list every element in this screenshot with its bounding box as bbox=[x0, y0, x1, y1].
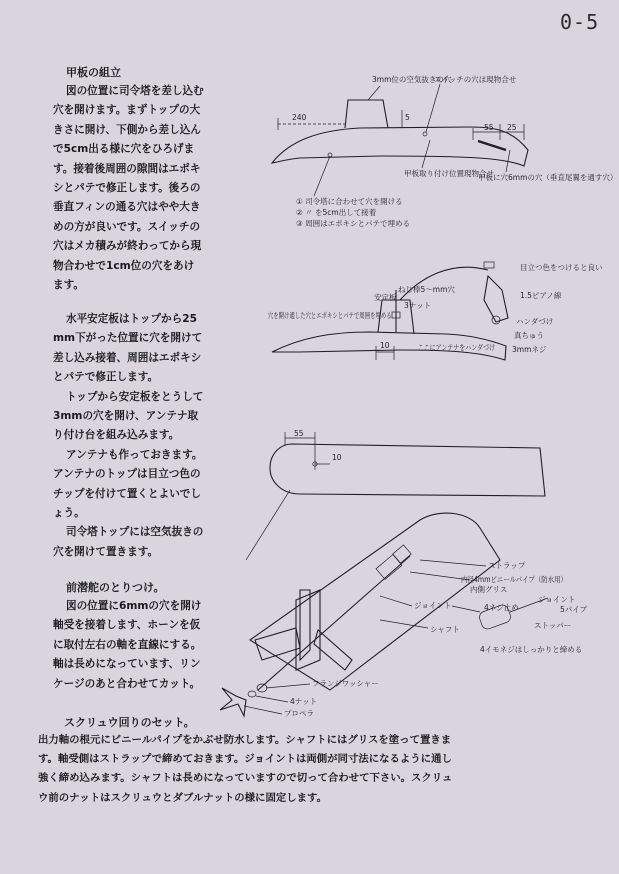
deck-heading: 甲板の組立 bbox=[66, 66, 121, 79]
fig1-dim-55: 55 bbox=[484, 123, 494, 132]
fig4-tighten: 4イモネジはしっかりと締める bbox=[480, 645, 583, 654]
text-line: アンテナのトップは目立つ色の bbox=[53, 468, 201, 481]
text-line: ウ前のナットはスクリュウとダブルナットの様に固定します。 bbox=[38, 791, 327, 804]
text-line: 出力軸の根元にビニールパイプをかぶせ防水します。シャフトにはグリスを塗って置きま bbox=[38, 734, 452, 746]
fig4-fixing: 4ネジ止め bbox=[484, 603, 519, 612]
fig4-nut4: 4ナット bbox=[290, 697, 318, 706]
fig1-note-2: ② 〃 を5cm出して接着 bbox=[296, 208, 377, 217]
text-line: 図の位置に司令塔を差し込む bbox=[66, 85, 204, 97]
text-line: とパテで修正します。 bbox=[53, 371, 159, 384]
fig4-pipe: 5パイプ bbox=[560, 605, 588, 614]
fig2-nut: 3ナット bbox=[404, 301, 432, 310]
fig1-tower-pos-label: 甲板取り付け位置現物合せ bbox=[404, 169, 494, 178]
page-number: 0-5 bbox=[560, 10, 600, 34]
fig4-joint-top: ジョイント bbox=[414, 601, 452, 610]
fig2-color-tip: 目立つ色をつけると良い bbox=[520, 263, 603, 272]
text-line: 司令塔トップには空気抜きの bbox=[66, 526, 204, 539]
text-line: 3mmの穴を開け、アンテナ取 bbox=[53, 410, 199, 423]
fig2-epoxy: 安定板 bbox=[374, 293, 397, 302]
fig1-air-hole-label: 3mm位の空気抜きの穴 bbox=[372, 75, 452, 84]
stabilizer-drawing bbox=[246, 429, 545, 560]
fig4-propeller: プロペラ bbox=[284, 709, 314, 718]
text-line: トップから安定板をとうして bbox=[66, 390, 204, 403]
text-line: 軸受を接着します、ホーンを仮 bbox=[53, 619, 201, 632]
fig2-brass: 真ちゅう bbox=[514, 331, 544, 340]
text-line: ケージのあと合わせてカット。 bbox=[53, 677, 201, 690]
text-line: す。接着後周囲の隙間はエポキ bbox=[53, 162, 201, 175]
screw-heading: スクリュウ回りのセット。 bbox=[64, 716, 195, 729]
text-line: 図の位置に6mmの穴を開け bbox=[66, 600, 202, 612]
text-line: す。軸受側はストラップで締めておきます。ジョイントは両側が同寸法になるように通し bbox=[38, 753, 452, 766]
fig2-piano-wire: 1.5ピアノ線 bbox=[520, 291, 562, 300]
text-line: mm下がった位置に穴を開けて bbox=[53, 332, 203, 345]
text-line: 強く締め込みます。シャフトは長めになっていますので切って合わせて下さい。スクリュ bbox=[38, 772, 453, 785]
text-line: 穴を開けます。まずトップの大 bbox=[53, 104, 201, 117]
text-line: きさに開け、下側から差し込ん bbox=[53, 123, 201, 136]
fig2-dim-10: 10 bbox=[380, 341, 390, 350]
fig4-vinyl: 内径4mmビニールパイプ（防水用） bbox=[460, 575, 568, 585]
fig1-antenna-hole-label: 甲板に穴6mmの穴（垂直尾翼を通す穴） bbox=[478, 173, 618, 182]
fig2-antenna-len: ねじ棒5〜mm穴 bbox=[398, 285, 455, 294]
text-line: 穴を開けて置きます。 bbox=[53, 545, 159, 558]
fig4-washer: フランジワッシャー bbox=[312, 679, 379, 688]
fig2-solder: ここにアンテナをハンダづけ bbox=[417, 343, 496, 353]
text-line: ょう。 bbox=[53, 507, 85, 520]
fig1-dim-240: 240 bbox=[292, 113, 307, 122]
text-line: り付け台を組み込みます。 bbox=[53, 429, 180, 442]
fig4-joint: ジョイント bbox=[538, 595, 576, 604]
text-line: アンテナも作っておきます。 bbox=[66, 448, 203, 461]
fig2-fill-note: 穴を開け通した穴とエポキシとパテで周囲を埋める bbox=[267, 311, 392, 321]
text-line: ます。 bbox=[53, 279, 84, 292]
text-line: めの方が良いです。スイッチの bbox=[53, 220, 201, 233]
fig1-note-1: ① 司令塔に合わせて穴を開ける bbox=[296, 197, 403, 206]
fig3-dim-55: 55 bbox=[294, 429, 304, 438]
text-line: に取付左右の軸を直線にする。 bbox=[53, 638, 202, 651]
fig4-stopper: ストッパー bbox=[534, 621, 572, 630]
fig1-switch-hole-label: スイッチの穴は現物合せ bbox=[434, 75, 517, 84]
text-line: 軸は長めになっています、リン bbox=[53, 658, 201, 671]
propeller-assembly-drawing bbox=[220, 513, 588, 718]
fig1-dim-5: 5 bbox=[405, 113, 410, 122]
fig1-note-3: ③ 周囲はエポキシとパテで埋める bbox=[296, 219, 411, 228]
text-line: 水平安定板はトップから25 bbox=[66, 313, 197, 325]
fig1-dim-25: 25 bbox=[507, 123, 517, 132]
text-line: チップを付けて置くとよいでし bbox=[53, 487, 201, 500]
fig4-shaft: シャフト bbox=[430, 625, 460, 634]
text-line: で5cm出る様に穴をひろげま bbox=[53, 143, 195, 156]
deck-drawing bbox=[272, 74, 617, 228]
fig3-dim-10: 10 bbox=[332, 453, 342, 462]
text-line: 物合わせで1cm位の穴をあけ bbox=[53, 259, 195, 272]
fig2-solder-2: ハンダづけ bbox=[516, 317, 554, 326]
fig2-screw-3: 3mmネジ bbox=[512, 345, 547, 354]
text-line: シとパテで修正します。後ろの bbox=[53, 182, 201, 195]
text-line: 穴はメカ積みが終わってから現 bbox=[53, 240, 202, 253]
text-line: 垂直フィンの通る穴はやや大き bbox=[53, 201, 201, 214]
antenna-drawing bbox=[268, 262, 603, 360]
rudder-heading: 前潜舵のとりつけ。 bbox=[66, 581, 165, 594]
fig4-grease: 内側グリス bbox=[470, 585, 508, 594]
text-line: 差し込み接着、周囲はエポキシ bbox=[53, 351, 202, 364]
fig4-strap: ストラップ bbox=[488, 561, 526, 570]
